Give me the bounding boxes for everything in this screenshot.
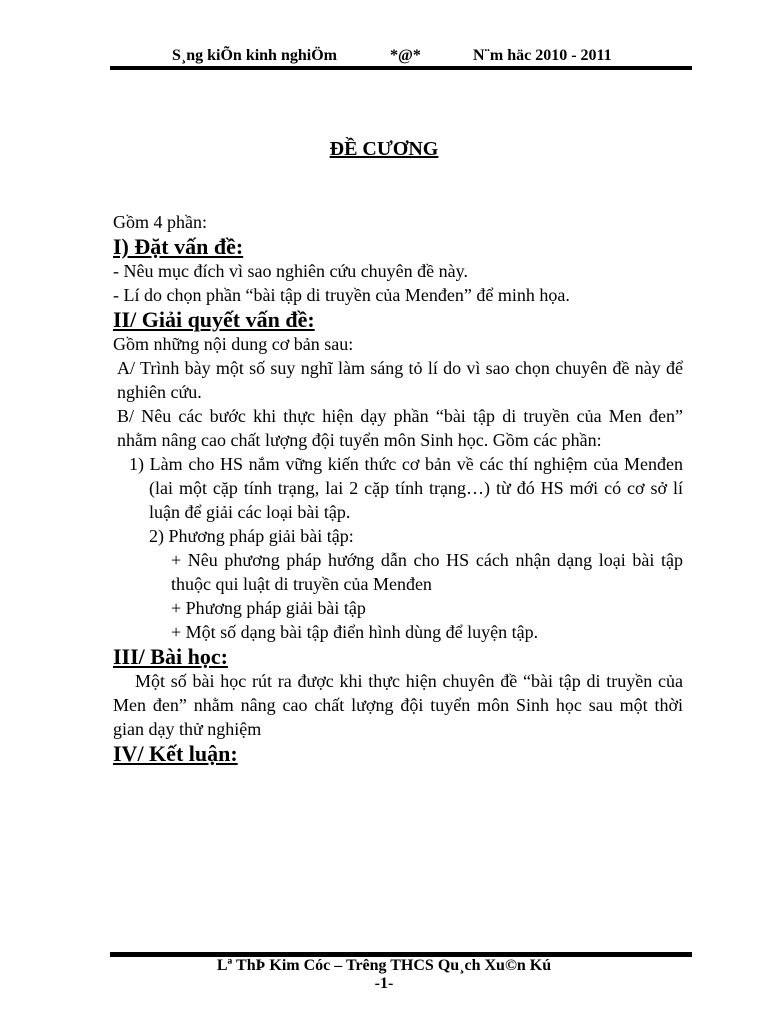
page-footer	[0, 957, 768, 993]
section2-intro: Gồm những nội dung cơ bản sau:	[113, 334, 354, 354]
section2-step2: 2) Phương pháp giải bài tập:	[149, 526, 354, 546]
header-center-text: *@*	[390, 47, 421, 64]
page-number: -1-	[374, 975, 394, 992]
section3-text: Một số bài học rút ra được khi thực hiện chuyên đề “bài tập di truyền của Men đen” nhằm nâng cao chất lượng đội tuyển môn Sinh học sau một thời gian dạy thử nghiệm	[113, 671, 683, 739]
section1-item: - Nêu mục đích vì sao nghiên cứu chuyên đề này.	[113, 261, 468, 281]
section1-heading: I) Đặt vấn đề:	[113, 234, 244, 259]
footer-author-school: Lª ThÞ Kim Cóc – Trêng THCS Qu¸ch Xu©n Kú	[216, 957, 552, 974]
section1-item: - Lí do chọn phần “bài tập di truyền của Menđen” để minh họa.	[113, 285, 570, 305]
page-header	[110, 44, 692, 66]
section2-step2-item: + Nêu phương pháp hướng dẫn cho HS cách nhận dạng loại bài tập thuộc qui luật di truyền của Menđen	[171, 550, 683, 594]
header-rule	[110, 66, 692, 70]
section2-step2-item: + Phương pháp giải bài tập	[171, 598, 366, 618]
section2-part-b: B/ Nêu các bước khi thực hiện dạy phần “bài tập di truyền của Men đen” nhằm nâng cao chất lượng đội tuyển môn Sinh học. Gồm các phần:	[117, 406, 683, 450]
document-body	[113, 210, 683, 766]
header-left-text: S¸ng kiÕn kinh nghiÖm	[172, 47, 337, 64]
document-title: ĐỀ CƯƠNG	[329, 138, 439, 160]
section2-heading: II/ Giải quyết vấn đề:	[113, 307, 315, 332]
section3-heading: III/ Bài học:	[113, 644, 228, 669]
section2-step1: 1) Làm cho HS nắm vững kiến thức cơ bản về các thí nghiệm của Menđen (lai một cặp tính trạng, lai 2 cặp tính trạng…) từ đó HS mới có cơ sở lí luận để giải các loại bài tập.	[129, 454, 683, 522]
section4-heading: IV/ Kết luận:	[113, 741, 238, 766]
section2-step2-item: + Một số dạng bài tập điển hình dùng để luyện tập.	[171, 622, 539, 642]
section2-part-a: A/ Trình bày một số suy nghĩ làm sáng tỏ lí do vì sao chọn chuyên đề này để nghiên cứu.	[117, 358, 683, 402]
header-right-text: N¨m häc 2010 - 2011	[473, 47, 612, 64]
intro-text: Gồm 4 phần:	[113, 212, 207, 232]
